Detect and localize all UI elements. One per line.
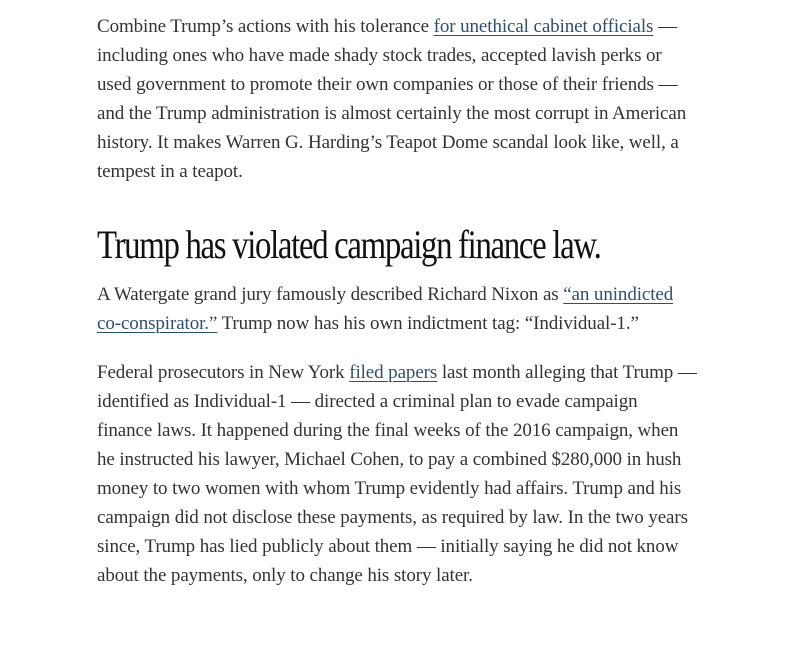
article-body xyxy=(97,12,697,590)
unindicted-co-conspirator-link[interactable]: “an unindicted co-conspirator.” xyxy=(97,284,674,334)
paragraph-text: Combine Trump’s actions with his tolerance xyxy=(97,16,434,37)
paragraph-prosecutors xyxy=(97,358,697,590)
paragraph-text: A Watergate grand jury famously described Richard Nixon as xyxy=(97,284,564,305)
filed-papers-link[interactable]: filed papers xyxy=(349,362,438,383)
paragraph-text: — including ones who have made shady stock trades, accepted lavish perks or used government to promote their own companies or those of their friends — and the Trump administration is almost certainly the most corrupt in American history. It makes Warren G. Harding’s Teapot Dome scandal look like, well, a tempest in a teapot. xyxy=(97,16,687,182)
section-heading: Trump has violated campaign finance law. xyxy=(97,222,601,267)
unethical-cabinet-officials-link[interactable]: for unethical cabinet officials xyxy=(433,16,654,37)
paragraph-text: Federal prosecutors in New York xyxy=(97,362,350,383)
paragraph-cabinet xyxy=(97,12,697,186)
paragraph-watergate xyxy=(97,280,697,338)
paragraph-text: last month alleging that Trump — identified as Individual-1 — directed a criminal plan to evade campaign finance laws. It happened during the final weeks of the 2016 campaign, when he instructed his lawyer, Michael Cohen, to pay a combined $280,000 in hush money to two women with whom Trump evidently had affairs. Trump and his campaign did not disclose these payments, as required by law. In the two years since, Trump has lied publicly about them — initially saying he did not know about the payments, only to change his story later. xyxy=(97,362,697,586)
paragraph-text: Trump now has his own indictment tag: “Individual-1.” xyxy=(217,313,639,334)
